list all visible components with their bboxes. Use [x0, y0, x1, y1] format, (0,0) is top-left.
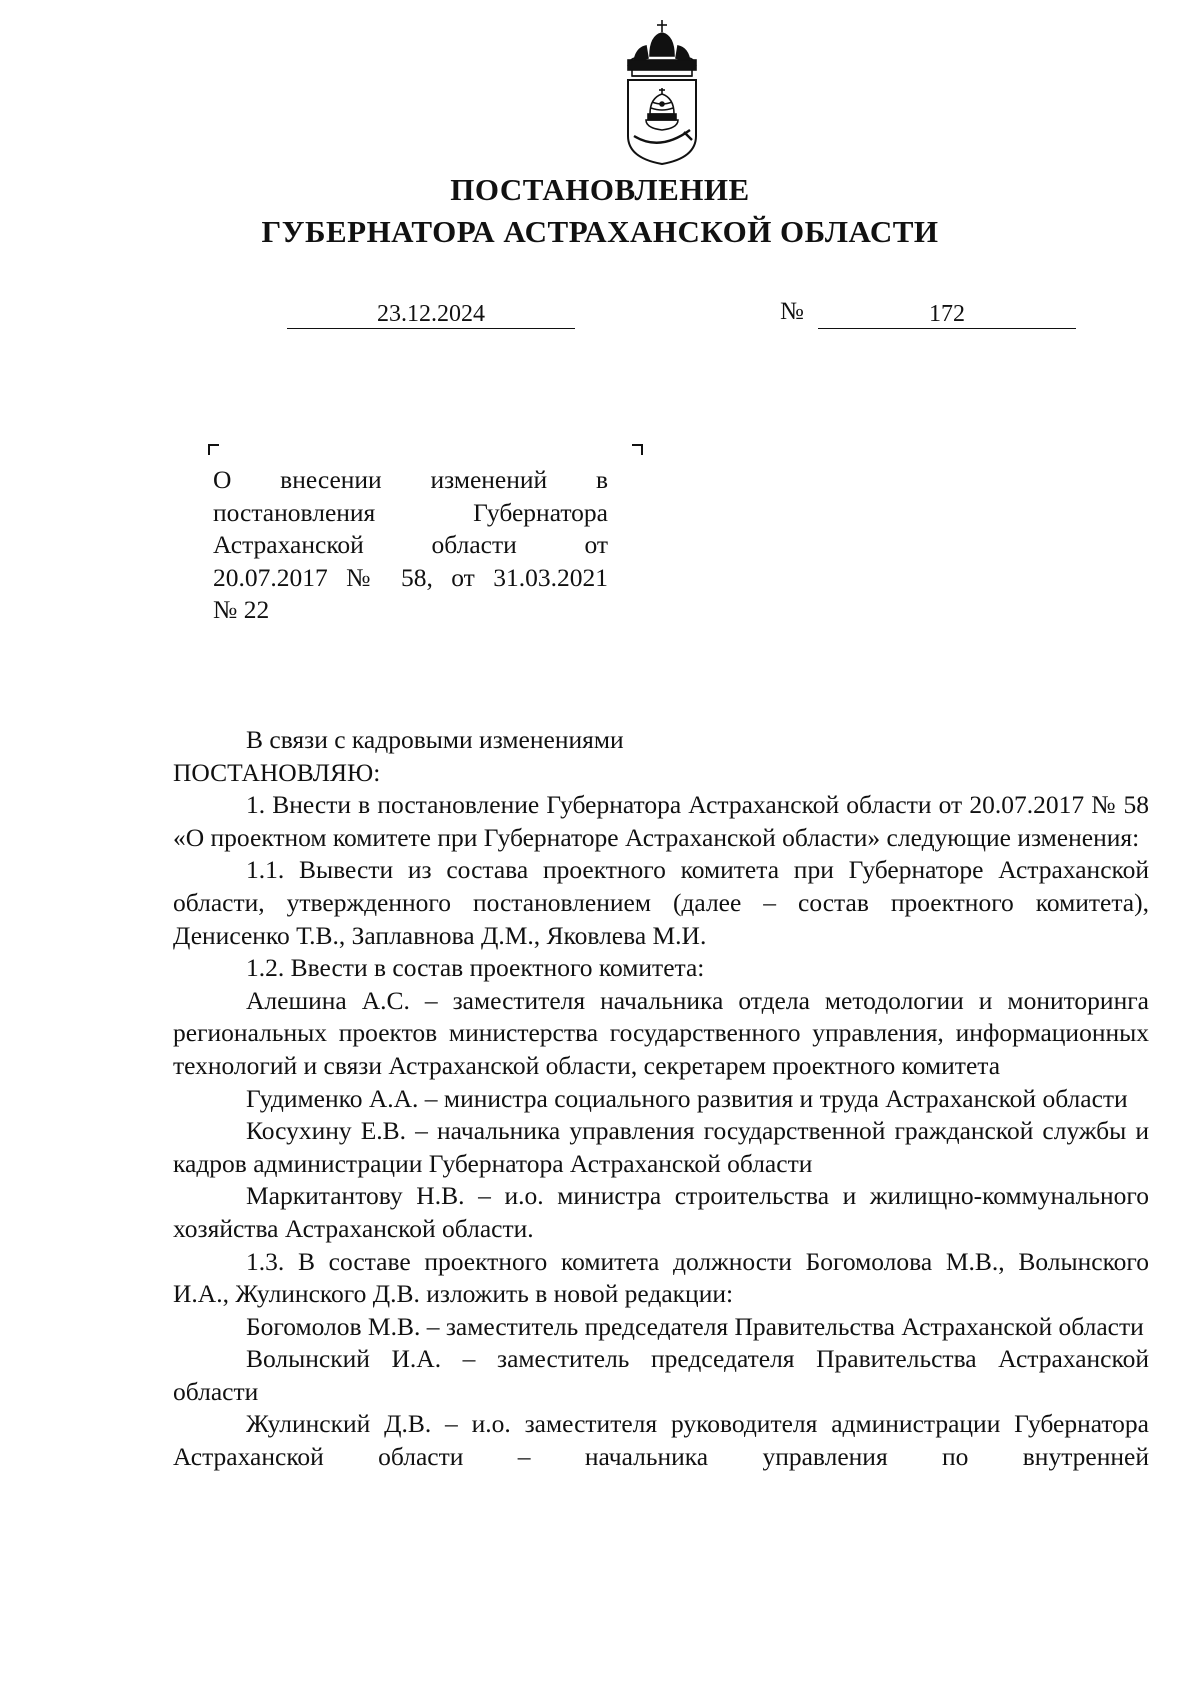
subject-line: 20.07.2017 № 58, от 31.03.2021 [213, 562, 608, 592]
subject-line: Астраханской области от [213, 530, 608, 559]
document-subject [213, 464, 608, 627]
member-entry: Волынский И.А. – заместитель председателя Правительства Астраханской области [173, 1344, 1149, 1406]
document-date: 23.12.2024 [287, 300, 575, 329]
member-entry: Жулинский Д.В. – и.о. заместителя руководителя администрации Губернатора Астраханской области – начальника управления по внутренней [173, 1409, 1149, 1472]
subject-line: № 22 [213, 595, 270, 624]
clause-1-1: 1.1. Вывести из состава проектного комитета при Губернаторе Астраханской области, утвержденного постановлением (далее – состав проектного комитета), Денисенко Т.В., Заплавнова Д.М., Яковлева М.И. [173, 855, 1149, 950]
member-entry: Гудименко А.А. – министра социального развития и труда Астраханской области [246, 1083, 1128, 1113]
subject-line: постановления Губернатора [213, 497, 608, 527]
member-entry: Богомолов М.В. – заместитель председателя Правительства Астраханской области [246, 1311, 1144, 1341]
preamble: В связи с кадровыми изменениями [246, 725, 624, 754]
clause-1: 1. Внести в постановление Губернатора Астраханской области от 20.07.2017 № 58 «О проектном комитете при Губернаторе Астраханской области» следующие изменения: [173, 790, 1149, 852]
subject-line: О внесении изменений в [213, 465, 608, 494]
subject-bracket-left [208, 444, 219, 455]
document-title-line2: ГУБЕРНАТОРА АСТРАХАНСКОЙ ОБЛАСТИ [261, 214, 939, 249]
coat-of-arms-icon [620, 18, 704, 166]
member-entry: Маркитантову Н.В. – и.о. министра строительства и жилищно-коммунального хозяйства Астраханской области. [173, 1181, 1149, 1243]
number-sign: № [780, 298, 804, 325]
clause-1-2: 1.2. Ввести в состав проектного комитета: [246, 953, 705, 983]
document-number: 172 [818, 300, 1076, 329]
clause-1-3: 1.3. В составе проектного комитета должности Богомолова М.В., Волынского И.А., Жулинского Д.В. изложить в новой редакции: [173, 1246, 1149, 1309]
document-body [173, 724, 1149, 1474]
resolution-word: ПОСТАНОВЛЯЮ: [173, 757, 381, 787]
member-entry: Алешина А.С. – заместителя начальника отдела методологии и мониторинга региональных проектов министерства государственного управления, информационных технологий и связи Астраханской области, секретарем проектного комитета [173, 985, 1149, 1080]
document-title-line1: ПОСТАНОВЛЕНИЕ [450, 172, 750, 207]
member-entry: Косухину Е.В. – начальника управления государственной гражданской службы и кадров администрации Губернатора Астраханской области [173, 1116, 1149, 1178]
subject-bracket-right [632, 444, 643, 455]
